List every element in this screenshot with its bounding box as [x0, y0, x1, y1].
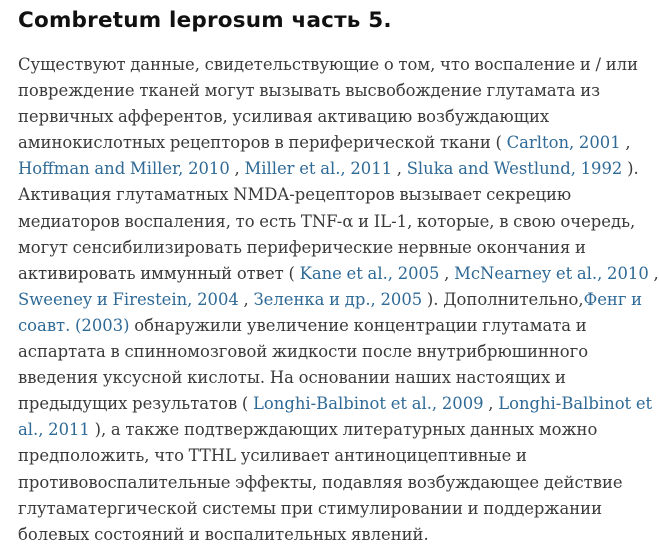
paragraph-text: аминокислотных рецепторов в периферической ткани (	[18, 133, 507, 153]
paragraph-text: ,	[620, 133, 631, 153]
citation-link[interactable]: Зеленка и др., 2005	[253, 289, 423, 309]
paragraph-text: противовоспалительные эффекты, подавляя возбуждающее действие	[18, 472, 623, 492]
paragraph-line	[18, 522, 630, 548]
paragraph-text: ).	[622, 159, 639, 179]
paragraph-text: предыдущих результатов (	[18, 394, 254, 414]
citation-link[interactable]: Miller et al., 2011	[244, 159, 393, 179]
paragraph-text: болевых состояний и воспалительных явлений.	[18, 524, 429, 544]
article-title: Combretum leprosum часть 5.	[18, 8, 392, 33]
paragraph-line	[18, 417, 630, 443]
citation-link[interactable]: Longhi-Balbinot et al., 2009	[253, 394, 484, 414]
paragraph-line	[18, 470, 630, 496]
paragraph-line	[18, 287, 643, 313]
paragraph-text: ). Дополнительно,	[422, 289, 584, 309]
paragraph-text: ,	[483, 394, 499, 414]
article-paragraph	[18, 52, 659, 548]
paragraph-line	[18, 261, 659, 287]
paragraph-line	[18, 313, 630, 339]
paragraph-line	[18, 130, 630, 156]
paragraph-text: аспартата в спинномозговой жидкости после внутрибрюшинного	[18, 342, 589, 362]
paragraph-line	[18, 182, 630, 208]
paragraph-text: ,	[238, 289, 254, 309]
paragraph-line	[18, 235, 630, 261]
citation-link[interactable]: Carlton, 2001	[506, 133, 621, 153]
paragraph-text: повреждение тканей могут вызывать высвобождение глутамата из	[18, 81, 601, 101]
citation-link[interactable]: Sweeney и Firestein, 2004	[18, 289, 239, 309]
paragraph-line	[18, 156, 639, 182]
paragraph-text: первичных афферентов, усиливая активацию возбуждающих	[18, 107, 550, 127]
paragraph-line	[18, 365, 630, 391]
paragraph-line	[18, 496, 630, 522]
paragraph-text: введения уксусной кислоты. На основании наших настоящих и	[18, 368, 566, 388]
paragraph-text: медиаторов воспаления, то есть TNF-α и IL-1, которые, в свою очередь,	[18, 211, 636, 231]
paragraph-text: глутаматергической системы при стимулировании и поддержании	[18, 498, 603, 518]
paragraph-line	[18, 52, 638, 78]
citation-link[interactable]: Hoffman and Miller, 2010	[18, 159, 230, 179]
citation-link[interactable]: McNearney et al., 2010	[454, 263, 649, 283]
paragraph-text: ,	[392, 159, 407, 179]
citation-link[interactable]: al., 2011	[18, 420, 90, 440]
paragraph-text: могут сенсибилизировать периферические нервные окончания и	[18, 237, 586, 257]
paragraph-line	[18, 443, 630, 469]
paragraph-text: Активация глутаматных NMDA-рецепторов вызывает секрецию	[18, 185, 572, 205]
paragraph-text: активировать иммунный ответ (	[18, 263, 300, 283]
citation-link[interactable]: Longhi-Balbinot et	[498, 394, 653, 414]
citation-link[interactable]: Sluka and Westlund, 1992	[406, 159, 623, 179]
paragraph-line	[18, 391, 653, 417]
paragraph-text: ), а также подтверждающих литературных данных можно	[89, 420, 598, 440]
paragraph-line	[18, 339, 630, 365]
paragraph-text: ,	[439, 263, 455, 283]
paragraph-line	[18, 78, 630, 104]
paragraph-text: Существуют данные, свидетельствующие о том, что воспаление и / или	[18, 55, 638, 74]
citation-link[interactable]: Kane et al., 2005	[299, 263, 440, 283]
paragraph-text: ,	[648, 263, 659, 283]
citation-link[interactable]: Фенг и	[583, 289, 643, 309]
paragraph-text: ,	[229, 159, 245, 179]
paragraph-line	[18, 104, 630, 130]
paragraph-line	[18, 209, 636, 235]
citation-link[interactable]: соавт. (2003)	[18, 315, 130, 335]
paragraph-text: обнаружили увеличение концентрации глутамата и	[129, 315, 587, 335]
paragraph-text: предположить, что TTHL усиливает антиноцицептивные и	[18, 446, 527, 466]
